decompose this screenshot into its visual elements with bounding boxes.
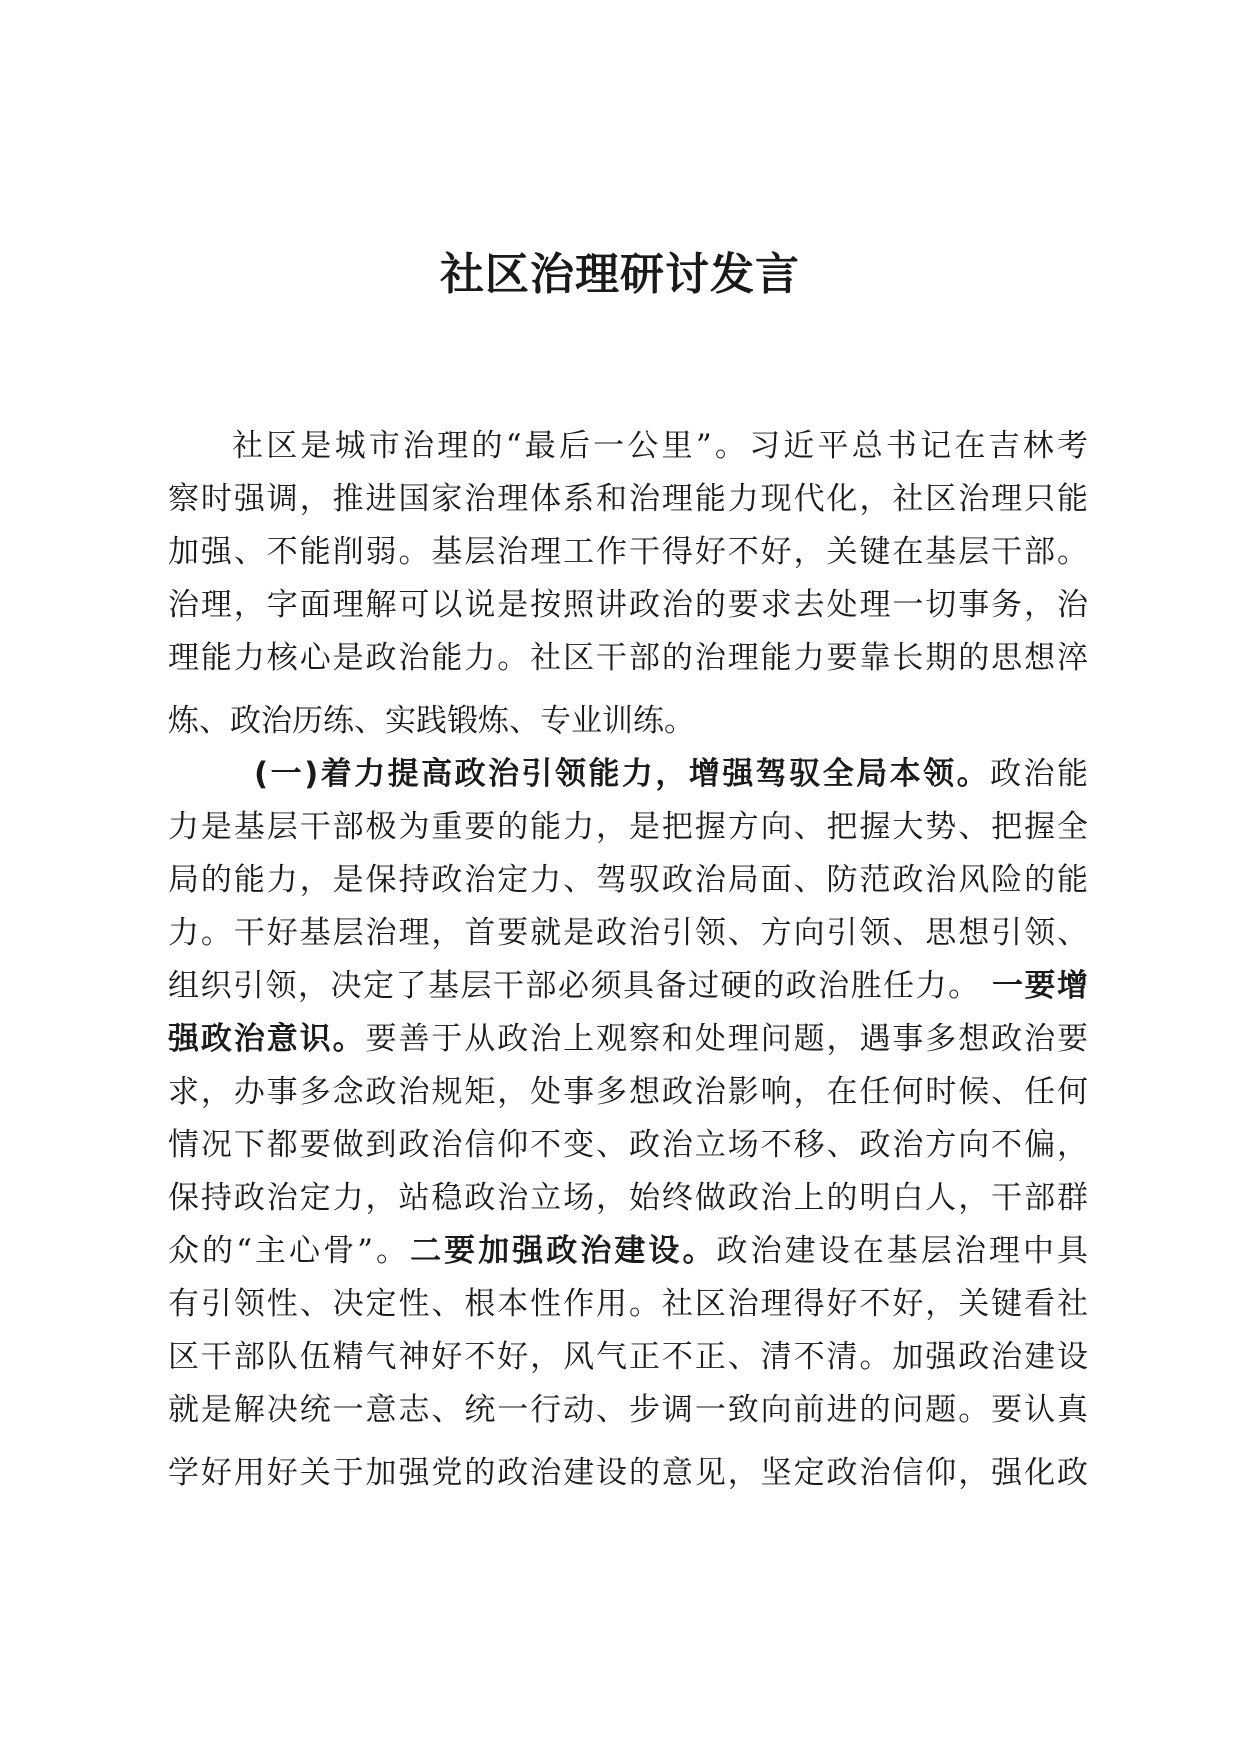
paragraph-line: 力是基层干部极为重要的能力，是把握方向、把握大势、把握全	[168, 809, 1088, 845]
paragraph-line: 力。干好基层治理，首要就是政治引领、方向引领、思想引领、	[168, 915, 1088, 951]
section-heading: (一)着力提高政治引领能力，增强驾驭全局本领。	[254, 756, 991, 792]
paragraph-line: 理能力核心是政治能力。社区干部的治理能力要靠长期的思想淬	[168, 640, 1088, 676]
bold-phrase: 一要增	[991, 968, 1088, 1004]
paragraph-line: 炼、政治历练、实践锻炼、专业训练。	[168, 703, 695, 739]
paragraph-line: 组织引领，决定了基层干部必须具备过硬的政治胜任力。 一要增	[168, 968, 1088, 1004]
paragraph-line: 求，办事多念政治规矩，处事多想政治影响，在任何时候、任何	[168, 1074, 1088, 1110]
paragraph-line: 局的能力，是保持政治定力、驾驭政治局面、防范政治风险的能	[168, 862, 1088, 898]
bold-phrase: 强政治意识。	[168, 1021, 366, 1057]
paragraph-line: 就是解决统一意志、统一行动、步调一致向前进的问题。要认真	[168, 1392, 1088, 1428]
paragraph-line: 治理，字面理解可以说是按照讲政治的要求去处理一切事务，治	[168, 587, 1088, 623]
paragraph-line: 学好用好关于加强党的政治建设的意见，坚定政治信仰，强化政	[168, 1455, 1088, 1491]
paragraph-line: 社区是城市治理的“最后一公里”。习近平总书记在吉林考	[232, 428, 1088, 464]
paragraph-line: 加强、不能削弱。基层治理工作干得好不好，关键在基层干部。	[168, 534, 1088, 570]
paragraph-line: 情况下都要做到政治信仰不变、政治立场不移、政治方向不偏，	[168, 1127, 1088, 1163]
section-heading-line: (一)着力提高政治引领能力，增强驾驭全局本领。政治能	[254, 756, 1088, 792]
paragraph-line: 强政治意识。要善于从政治上观察和处理问题，遇事多想政治要	[168, 1021, 1089, 1057]
bold-phrase: 二要加强政治建设。	[410, 1233, 717, 1269]
document-title: 社区治理研讨发言	[440, 249, 800, 300]
paragraph-line: 众的“主心骨”。二要加强政治建设。政治建设在基层治理中具	[168, 1233, 1089, 1269]
paragraph-line: 区干部队伍精气神好不好，风气正不正、清不清。加强政治建设	[168, 1339, 1088, 1375]
paragraph-line: 保持政治定力，站稳政治立场，始终做政治上的明白人，干部群	[168, 1180, 1088, 1216]
paragraph-line: 察时强调，推进国家治理体系和治理能力现代化，社区治理只能	[168, 481, 1088, 517]
paragraph-line: 有引领性、决定性、根本性作用。社区治理得好不好，关键看社	[168, 1286, 1088, 1322]
document-body	[168, 420, 1088, 1500]
